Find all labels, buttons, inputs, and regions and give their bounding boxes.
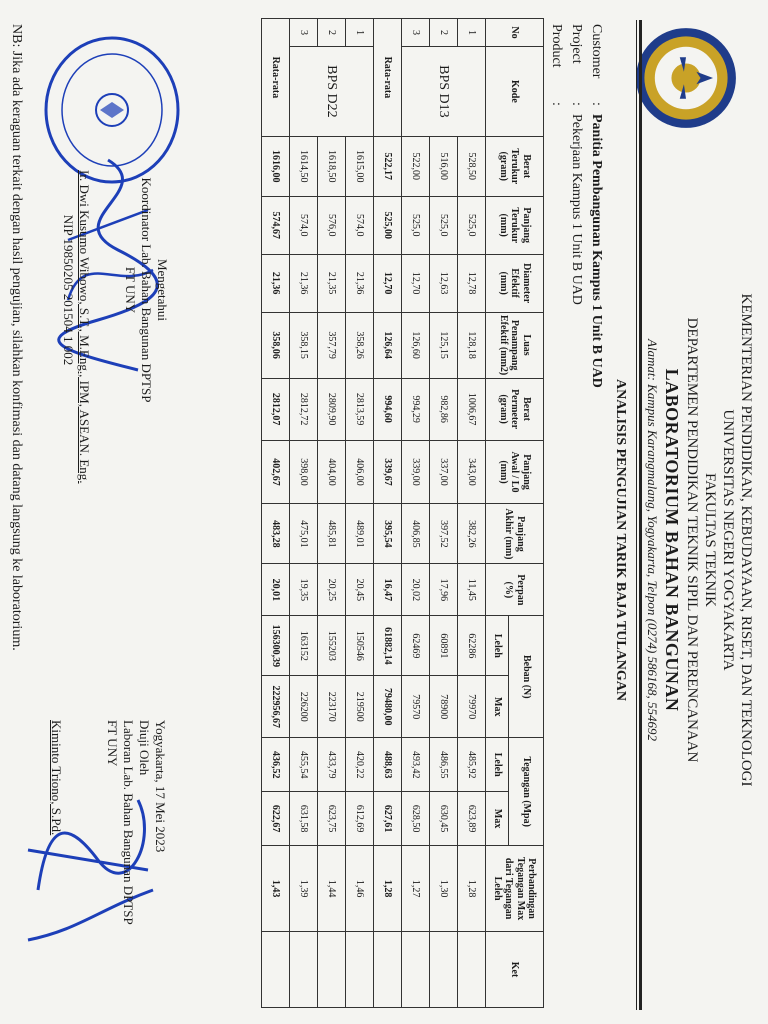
cell-berat-pm: 2812,07 [262, 378, 290, 440]
cell-berat-pm: 2809,90 [318, 378, 346, 440]
cell-kode: BPS D13 [402, 46, 486, 136]
cell-beban-leleh: 163152 [290, 616, 318, 676]
cell-perpan: 19,35 [290, 564, 318, 616]
cell-no: 3 [402, 19, 430, 47]
cell-ket [346, 932, 374, 1008]
place-date: Yogyakarta, 17 Mei 2023 [153, 720, 168, 853]
cell-beban-max: 79570 [402, 676, 430, 738]
cell-beban-leleh: 62469 [402, 616, 430, 676]
col-panjang-akhir: Panjang Akhir (mm) [486, 504, 544, 564]
col-berat: Berat Terukur (gram) [486, 136, 544, 196]
cell-no: 1 [346, 19, 374, 47]
cell-diameter: 12,78 [458, 254, 486, 312]
cell-no: 1 [458, 19, 486, 47]
cell-beban-max: 226200 [290, 676, 318, 738]
cell-panjang-akhir: 475,01 [290, 504, 318, 564]
cell-berat: 1616,00 [262, 136, 290, 196]
customer-row [588, 24, 604, 388]
product-label: Product [549, 24, 564, 68]
cell-teg-max: 631,58 [290, 792, 318, 846]
col-panjang: Panjang Terukur (mm) [486, 196, 544, 254]
cell-rasio: 1,46 [346, 846, 374, 932]
cell-rasio: 1,39 [290, 846, 318, 932]
cell-teg-leleh: 488,63 [374, 738, 402, 792]
cell-no: 2 [318, 19, 346, 47]
cell-panjang-akhir: 489,01 [346, 504, 374, 564]
cell-teg-max: 622,67 [262, 792, 290, 846]
cell-ket [262, 932, 290, 1008]
tensile-test-table [261, 18, 544, 1008]
cell-teg-max: 623,89 [458, 792, 486, 846]
project-value: Pekerjaan Kampus 1 Unit B UAD [569, 114, 584, 305]
cell-beban-leleh: 156300,39 [262, 616, 290, 676]
col-ket: Ket [486, 932, 544, 1008]
cell-diameter: 12,63 [430, 254, 458, 312]
cell-panjang-awal: 404,00 [318, 440, 346, 504]
cell-berat: 528,50 [458, 136, 486, 196]
cell-beban-max: 79970 [458, 676, 486, 738]
cell-ket [458, 932, 486, 1008]
cell-perpan: 16,47 [374, 564, 402, 616]
approval-line2: Koordinator Lab. Bahan Bangunan DPTSP [139, 177, 154, 403]
header-university: UNIVERSITAS NEGERI YOGYAKARTA [720, 409, 736, 671]
col-tegangan: Tegangan (Mpa) [509, 738, 544, 846]
university-logo [634, 26, 738, 130]
cell-ket [430, 932, 458, 1008]
col-beban: Beban (N) [509, 616, 544, 738]
table-row [458, 19, 486, 1008]
tester-line3: FT UNY [105, 720, 120, 767]
cell-teg-leleh: 493,42 [402, 738, 430, 792]
cell-berat: 522,00 [402, 136, 430, 196]
cell-beban-max: 222956,67 [262, 676, 290, 738]
cell-beban-leleh: 61882,14 [374, 616, 402, 676]
cell-teg-max: 612,69 [346, 792, 374, 846]
cell-ket [318, 932, 346, 1008]
cell-beban-max: 78900 [430, 676, 458, 738]
cell-ket [290, 932, 318, 1008]
cell-perpan: 20,45 [346, 564, 374, 616]
cell-panjang-awal: 406,00 [346, 440, 374, 504]
cell-rasio: 1,30 [430, 846, 458, 932]
cell-beban-leleh: 150546 [346, 616, 374, 676]
col-luas: Luas Penampang Efektif (mm2) [486, 312, 544, 378]
cell-panjang-awal: 339,67 [374, 440, 402, 504]
cell-no: 2 [430, 19, 458, 47]
cell-panjang-akhir: 382,26 [458, 504, 486, 564]
cell-berat-pm: 1006,67 [458, 378, 486, 440]
cell-panjang: 525,00 [374, 196, 402, 254]
table-row [430, 19, 458, 1008]
header-department: DEPARTEMEN PENDIDIKAN TEKNIK SIPIL DAN PERENCANAAN [684, 317, 700, 763]
cell-panjang-akhir: 483,28 [262, 504, 290, 564]
cell-beban-max: 219500 [346, 676, 374, 738]
cell-panjang-awal: 337,00 [430, 440, 458, 504]
customer-value: Panitia Pembangunan Kampus 1 Unit B UAD [589, 114, 604, 388]
cell-teg-leleh: 486,55 [430, 738, 458, 792]
header-faculty: FAKULTAS TEKNIK [702, 473, 718, 607]
cell-diameter: 21,36 [346, 254, 374, 312]
cell-luas: 126,60 [402, 312, 430, 378]
product-separator: : [549, 102, 564, 106]
cell-perpan: 11,45 [458, 564, 486, 616]
cell-panjang-awal: 343,00 [458, 440, 486, 504]
product-row [548, 24, 564, 114]
cell-perpan: 17,96 [430, 564, 458, 616]
project-label: Project [569, 24, 584, 64]
cell-rasio: 1,44 [318, 846, 346, 932]
cell-panjang-akhir: 406,85 [402, 504, 430, 564]
cell-teg-leleh: 436,52 [262, 738, 290, 792]
cell-teg-max: 623,75 [318, 792, 346, 846]
cell-rasio: 1,28 [374, 846, 402, 932]
project-separator: : [569, 102, 584, 106]
footer-note: NB: Jika ada keraguan terkait dengan hasil pengujian, silahkan konfimasi dan datang langsung ke laboratorium. [9, 24, 24, 651]
cell-panjang: 576,0 [318, 196, 346, 254]
table-row [290, 19, 318, 1008]
approval-nip: NIP 19850205 201504 1 002 [61, 214, 76, 366]
cell-luas: 358,06 [262, 312, 290, 378]
cell-rasio: 1,43 [262, 846, 290, 932]
customer-label: Customer [589, 24, 604, 79]
cell-teg-leleh: 420,22 [346, 738, 374, 792]
approval-name: Ir. Dwi Kusumo Wibowo, S.T., M.Eng., IPM, ASEAN. Eng. [77, 170, 92, 484]
cell-panjang: 574,67 [262, 196, 290, 254]
header-address: Alamat: Kampus Karangmalang, Yogyakarta, Telpon (0274) 586168, 554692 [645, 338, 660, 742]
cell-panjang: 525,0 [458, 196, 486, 254]
header-ministry: KEMENTERIAN PENDIDIKAN, KEBUDAYAAN, RISET, DAN TEKNOLOGI [738, 293, 754, 787]
tester-name: Kiminto Triono, S.Pd. [49, 720, 64, 836]
cell-diameter: 21,36 [290, 254, 318, 312]
table-body [262, 19, 486, 1008]
cell-ket [374, 932, 402, 1008]
cell-kode: BPS D22 [290, 46, 374, 136]
cell-berat-pm: 2813,59 [346, 378, 374, 440]
cell-diameter: 12,70 [402, 254, 430, 312]
cell-rasio: 1,27 [402, 846, 430, 932]
average-row [374, 19, 402, 1008]
cell-berat-pm: 994,60 [374, 378, 402, 440]
cell-beban-max: 223170 [318, 676, 346, 738]
cell-berat: 516,00 [430, 136, 458, 196]
cell-luas: 128,18 [458, 312, 486, 378]
average-row [262, 19, 290, 1008]
cell-berat: 522,17 [374, 136, 402, 196]
header-divider [639, 20, 642, 1010]
cell-panjang-akhir: 397,52 [430, 504, 458, 564]
cell-avg-label: Rata-rata [374, 19, 402, 137]
cell-panjang-awal: 398,00 [290, 440, 318, 504]
cell-beban-max: 79480,00 [374, 676, 402, 738]
customer-separator: : [589, 102, 604, 106]
cell-berat-pm: 994,29 [402, 378, 430, 440]
cell-berat: 1618,50 [318, 136, 346, 196]
col-tegangan-leleh: Leleh [486, 738, 509, 792]
cell-beban-leleh: 60891 [430, 616, 458, 676]
project-row [568, 24, 584, 305]
cell-panjang: 574,0 [290, 196, 318, 254]
table-row [318, 19, 346, 1008]
cell-panjang: 574,0 [346, 196, 374, 254]
cell-panjang-awal: 339,00 [402, 440, 430, 504]
col-no: No [486, 19, 544, 47]
cell-teg-max: 630,45 [430, 792, 458, 846]
col-beban-max: Max [486, 676, 509, 738]
cell-teg-leleh: 455,54 [290, 738, 318, 792]
header-divider-thin [636, 20, 637, 1010]
col-panjang-awal: Panjang Awal / L0 (mm) [486, 440, 544, 504]
cell-rasio: 1,28 [458, 846, 486, 932]
cell-teg-leleh: 485,92 [458, 738, 486, 792]
cell-avg-label: Rata-rata [262, 19, 290, 137]
tester-block [48, 720, 168, 1005]
cell-panjang: 525,0 [430, 196, 458, 254]
cell-ket [402, 932, 430, 1008]
cell-panjang-awal: 402,67 [262, 440, 290, 504]
col-berat-permeter: Berat Permeter (gram) [486, 378, 544, 440]
cell-luas: 357,79 [318, 312, 346, 378]
cell-berat-pm: 2812,72 [290, 378, 318, 440]
approval-line3: FT UNY [123, 266, 138, 314]
table-row [346, 19, 374, 1008]
cell-luas: 358,26 [346, 312, 374, 378]
tester-line1: Diuji Oleh [137, 720, 152, 776]
cell-panjang-akhir: 485,81 [318, 504, 346, 564]
col-tegangan-max: Max [486, 792, 509, 846]
cell-diameter: 21,35 [318, 254, 346, 312]
cell-teg-max: 627,61 [374, 792, 402, 846]
cell-perpan: 20,02 [402, 564, 430, 616]
cell-diameter: 12,70 [374, 254, 402, 312]
cell-no: 3 [290, 19, 318, 47]
cell-berat: 1615,00 [346, 136, 374, 196]
cell-panjang-akhir: 395,54 [374, 504, 402, 564]
table-row [402, 19, 430, 1008]
cell-perpan: 20,01 [262, 564, 290, 616]
approval-line1: Mengetahui [155, 258, 170, 322]
cell-panjang: 525,0 [402, 196, 430, 254]
col-perbandingan: Perbandingan Tegangan Max dari Tegangan Leleh [486, 846, 544, 932]
cell-berat: 1614,50 [290, 136, 318, 196]
tester-line2: Laboran Lab. Bahan Bangunan DPTSP [121, 720, 136, 925]
cell-luas: 126,64 [374, 312, 402, 378]
cell-teg-max: 628,50 [402, 792, 430, 846]
col-kode: Kode [486, 46, 544, 136]
header-lab: LABORATORIUM BAHAN BANGUNAN [662, 368, 682, 712]
cell-teg-leleh: 433,79 [318, 738, 346, 792]
cell-beban-leleh: 62286 [458, 616, 486, 676]
cell-diameter: 21,36 [262, 254, 290, 312]
cell-luas: 358,15 [290, 312, 318, 378]
col-beban-leleh: Leleh [486, 616, 509, 676]
cell-beban-leleh: 155203 [318, 616, 346, 676]
col-diameter: Diameter Efektif (mm) [486, 254, 544, 312]
cell-berat-pm: 982,86 [430, 378, 458, 440]
cell-luas: 125,15 [430, 312, 458, 378]
col-perpan: Perpan (%) [486, 564, 544, 616]
cell-perpan: 20,25 [318, 564, 346, 616]
document-title: ANALISIS PENGUJIAN TARIK BAJA TULANGAN [613, 378, 628, 702]
approval-block [60, 170, 170, 484]
